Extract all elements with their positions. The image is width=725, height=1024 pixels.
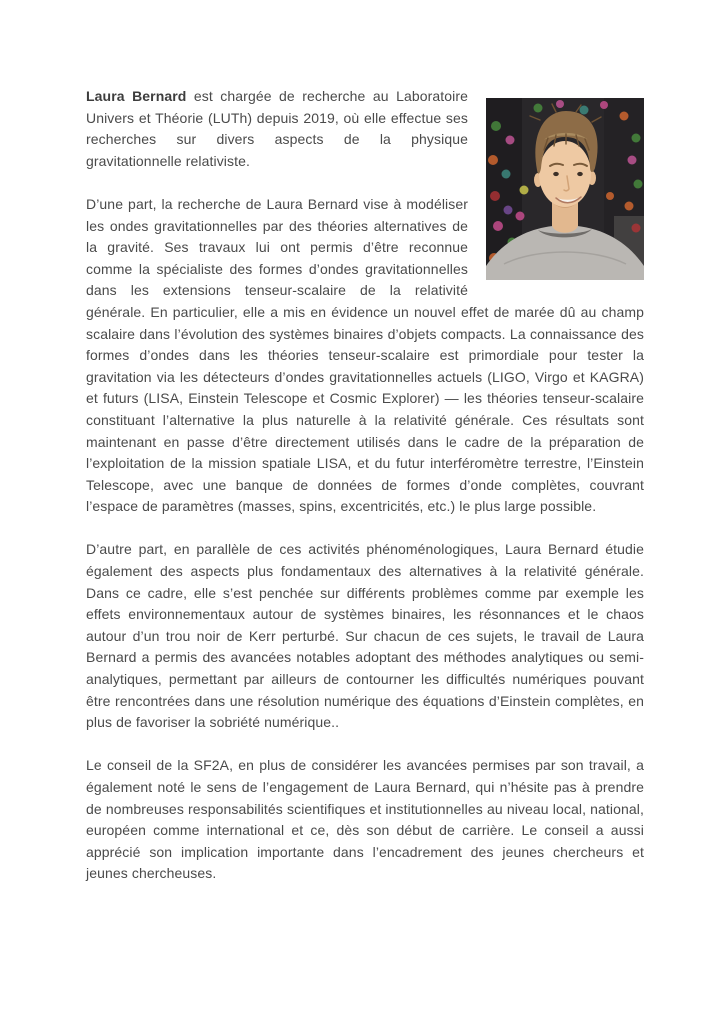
article-body	[86, 86, 644, 907]
portrait-photo	[486, 98, 644, 280]
intro-text: est chargée de recherche au Laboratoire Univers et Théorie (LUTh) depuis 2019, où elle effectue ses recherches sur divers aspects de la physique gravitationnelle relativiste.	[86, 88, 468, 169]
paragraph-research: D’une part, la recherche de Laura Bernard vise à modéliser les ondes gravitationnelles par des théories alternatives de la gravité. Ses travaux lui ont permis d’être reconnue comme la spécialiste des formes d’ondes gravitationnelles dans les extensions tenseur-scalaire de la relativité générale. En particulier, elle a mis en évidence un nouvel effet de marée dû au champ scalaire dans l’évolution des systèmes binaires d’objets compacts. La connaissance des formes d’ondes dans les théories tenseur-scalaire est primordiale pour tester la gravitation via les détecteurs d’ondes gravitationnelles actuels (LIGO, Virgo et KAGRA) et futurs (LISA, Einstein Telescope et Cosmic Explorer) — les théories tenseur-scalaire constituant l’alternative la plus naturelle à la relativité générale. Ces résultats sont maintenant en passe d’être directement utilisés dans le cadre de la préparation de l’exploitation de la mission spatiale LISA, et du futur interféromètre terrestre, l’Einstein Telescope, avec une banque de données de formes d’onde complètes, couvrant l’espace de paramètres (masses, spins, excentricités, etc.) le plus large possible.	[86, 195, 644, 515]
person-name: Laura Bernard	[86, 88, 187, 104]
paragraph-council-note: Le conseil de la SF2A, en plus de considérer les avancées permises par son travail, a également noté le sens de l’engagement de Laura Bernard, qui n’hésite pas à prendre de nombreuses responsabilités scientifiques et institutionnelles au niveau local, national, européen comme international et ce, dès son début de carrière. Le conseil a aussi apprécié son implication importante dans l’encadrement des jeunes chercheurs et jeunes chercheuses.	[86, 757, 644, 882]
portrait-photo-graphic	[486, 98, 644, 280]
paragraph-fundamental-studies: D’autre part, en parallèle de ces activités phénoménologiques, Laura Bernard étudie également des aspects plus fondamentaux des alternatives à la relativité générale. Dans ce cadre, elle s’est penchée sur différents problèmes comme par exemple les effets environnementaux autour de systèmes binaires, les résonnances et le chaos autour d’un trou noir de Kerr perturbé. Sur chacun de ces sujets, le travail de Laura Bernard a permis des avancées notables adoptant des méthodes analytiques ou semi-analytiques, permettant par ailleurs de contourner les difficultés numériques pouvant être rencontrées dans une résolution numérique des équations d’Einstein complètes, en plus de favoriser la sobriété numérique..	[86, 541, 644, 731]
